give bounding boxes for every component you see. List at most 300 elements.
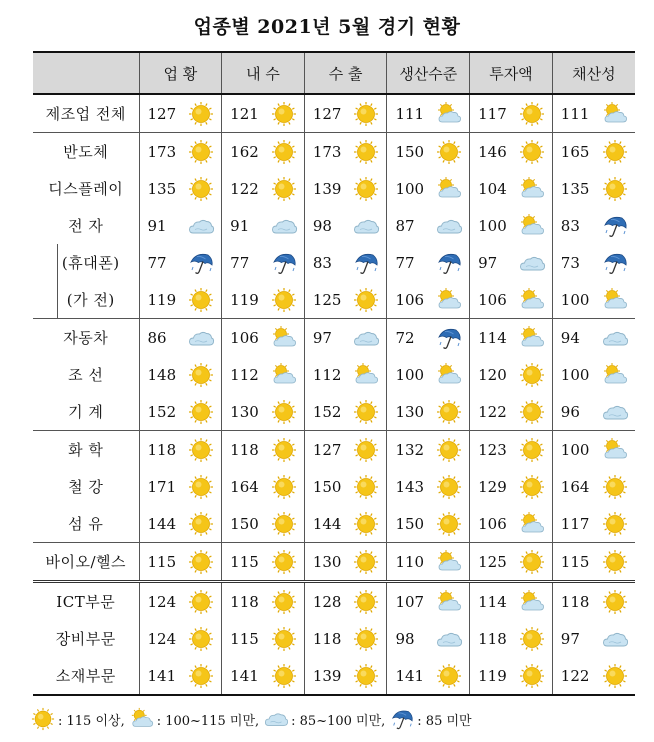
index-value: 91 xyxy=(230,216,250,235)
index-value: 141 xyxy=(147,666,177,685)
index-value: 94 xyxy=(560,328,580,347)
index-cell xyxy=(387,281,470,319)
table-row xyxy=(33,133,635,171)
index-cell xyxy=(222,468,305,505)
index-value: 118 xyxy=(312,629,342,648)
sun-icon xyxy=(187,549,215,575)
industry-name: 조 선 xyxy=(68,366,104,384)
sun-icon xyxy=(270,287,298,313)
sun-cloud-icon xyxy=(352,362,380,388)
cloud-icon xyxy=(435,213,463,239)
sun-icon xyxy=(187,474,215,500)
cloud-icon xyxy=(601,325,629,351)
index-value: 117 xyxy=(560,514,590,533)
legend-item xyxy=(129,707,259,731)
index-value: 97 xyxy=(560,629,580,648)
index-cell xyxy=(552,393,635,431)
index-cell xyxy=(470,657,553,695)
index-cell xyxy=(139,505,222,543)
index-value: 100 xyxy=(560,365,590,384)
index-value: 100 xyxy=(395,365,425,384)
index-value: 100 xyxy=(560,440,590,459)
index-cell xyxy=(470,431,553,469)
index-value: 139 xyxy=(312,179,342,198)
sun-cloud-icon xyxy=(435,176,463,202)
index-cell xyxy=(387,431,470,469)
index-cell xyxy=(222,657,305,695)
legend-label: : 115 이상, xyxy=(58,713,125,729)
index-value: 164 xyxy=(230,477,259,496)
index-value: 100 xyxy=(478,216,507,235)
table-row xyxy=(33,468,635,505)
index-value: 125 xyxy=(478,552,507,571)
index-cell xyxy=(387,133,470,171)
index-cell xyxy=(304,356,387,393)
table-row xyxy=(33,505,635,543)
index-cell xyxy=(387,244,470,281)
index-value: 87 xyxy=(395,216,415,235)
index-value: 162 xyxy=(230,142,259,161)
index-value: 152 xyxy=(312,402,342,421)
index-cell xyxy=(552,620,635,657)
index-value: 110 xyxy=(395,552,425,571)
sun-icon xyxy=(518,549,546,575)
index-value: 106 xyxy=(395,290,425,309)
sun-cloud-icon xyxy=(518,287,546,313)
umbrella-icon xyxy=(601,250,629,276)
sun-cloud-icon xyxy=(601,362,629,388)
sun-icon xyxy=(518,139,546,165)
index-cell xyxy=(304,393,387,431)
sun-icon xyxy=(187,663,215,689)
sun-icon xyxy=(187,589,215,615)
sun-icon xyxy=(435,663,463,689)
index-value: 83 xyxy=(312,253,332,272)
index-value: 173 xyxy=(147,142,177,161)
index-value: 122 xyxy=(230,179,259,198)
sun-icon xyxy=(352,399,380,425)
header-cell-overall: 업 황 xyxy=(139,52,222,94)
sun-icon xyxy=(435,511,463,537)
index-value: 127 xyxy=(147,104,177,123)
index-value: 77 xyxy=(395,253,415,272)
industry-name: 제조업 전체 xyxy=(45,105,126,123)
index-cell xyxy=(139,356,222,393)
sun-icon xyxy=(352,287,380,313)
index-cell xyxy=(470,620,553,657)
index-cell xyxy=(222,281,305,319)
sun-icon xyxy=(518,399,546,425)
index-cell xyxy=(470,281,553,319)
table-row xyxy=(33,170,635,207)
sun-icon xyxy=(435,139,463,165)
header-cell-investment: 투자액 xyxy=(470,52,553,94)
legend xyxy=(30,707,476,731)
index-cell xyxy=(304,207,387,244)
index-value: 127 xyxy=(312,440,342,459)
legend-item xyxy=(30,707,125,731)
table-row xyxy=(33,356,635,393)
sun-icon xyxy=(270,589,298,615)
industry-name: 소재부문 xyxy=(33,657,139,695)
cloud-icon xyxy=(352,325,380,351)
legend-label: : 100~115 미만, xyxy=(156,713,260,729)
index-cell xyxy=(304,468,387,505)
index-cell xyxy=(222,505,305,543)
index-cell xyxy=(387,319,470,357)
sun-cloud-icon xyxy=(518,176,546,202)
index-cell xyxy=(139,319,222,357)
index-value: 130 xyxy=(395,402,425,421)
sun-icon xyxy=(352,176,380,202)
index-cell xyxy=(139,170,222,207)
index-cell xyxy=(139,94,222,133)
sun-icon xyxy=(518,474,546,500)
sun-icon xyxy=(352,549,380,575)
umbrella-icon xyxy=(270,250,298,276)
index-cell xyxy=(139,281,222,319)
index-cell xyxy=(139,543,222,582)
index-value: 86 xyxy=(147,328,167,347)
index-cell xyxy=(222,133,305,171)
index-value: 120 xyxy=(478,365,507,384)
index-cell xyxy=(387,543,470,582)
cloud-icon xyxy=(435,626,463,652)
industry-name: (휴대폰) xyxy=(33,244,139,281)
index-cell xyxy=(222,620,305,657)
sun-icon xyxy=(601,139,629,165)
table-row xyxy=(33,393,635,431)
index-cell xyxy=(387,468,470,505)
index-cell xyxy=(470,505,553,543)
sun-cloud-icon xyxy=(129,707,157,731)
sun-icon xyxy=(518,362,546,388)
sun-cloud-icon xyxy=(435,101,463,127)
sun-icon xyxy=(187,399,215,425)
industry-name: ICT부문 xyxy=(33,582,139,621)
index-value: 123 xyxy=(478,440,507,459)
index-cell xyxy=(222,393,305,431)
industry-name: 디스플레이 xyxy=(48,180,124,198)
index-value: 115 xyxy=(230,552,259,571)
cloud-icon xyxy=(187,213,215,239)
sun-icon xyxy=(270,549,298,575)
umbrella-icon xyxy=(389,707,417,731)
index-value: 127 xyxy=(312,104,342,123)
index-value: 148 xyxy=(147,365,177,384)
index-cell xyxy=(387,505,470,543)
index-cell xyxy=(470,393,553,431)
index-cell xyxy=(387,582,470,621)
index-value: 144 xyxy=(312,514,342,533)
index-cell xyxy=(222,582,305,621)
sun-icon xyxy=(187,139,215,165)
index-cell xyxy=(470,94,553,133)
sun-icon xyxy=(187,287,215,313)
index-value: 83 xyxy=(560,216,580,235)
sun-icon xyxy=(435,399,463,425)
industry-name: 바이오/헬스 xyxy=(33,543,139,582)
cloud-icon xyxy=(518,250,546,276)
sun-icon xyxy=(435,437,463,463)
index-value: 150 xyxy=(312,477,342,496)
index-value: 119 xyxy=(230,290,259,309)
sun-cloud-icon xyxy=(435,362,463,388)
umbrella-icon xyxy=(435,325,463,351)
index-cell xyxy=(552,657,635,695)
index-value: 118 xyxy=(478,629,507,648)
sun-icon xyxy=(352,474,380,500)
index-value: 115 xyxy=(147,552,177,571)
index-cell xyxy=(552,133,635,171)
index-value: 111 xyxy=(395,104,425,123)
index-cell xyxy=(470,244,553,281)
index-cell xyxy=(139,244,222,281)
index-cell xyxy=(222,543,305,582)
index-value: 106 xyxy=(478,514,507,533)
index-value: 150 xyxy=(395,514,425,533)
index-value: 106 xyxy=(230,328,259,347)
sun-icon xyxy=(352,626,380,652)
index-value: 115 xyxy=(230,629,259,648)
umbrella-icon xyxy=(352,250,380,276)
index-value: 150 xyxy=(230,514,259,533)
sun-icon xyxy=(601,474,629,500)
sun-icon xyxy=(187,626,215,652)
index-cell xyxy=(304,620,387,657)
sun-icon xyxy=(270,626,298,652)
industry-name: 화 학 xyxy=(33,431,139,469)
index-cell xyxy=(304,543,387,582)
index-value: 143 xyxy=(395,477,425,496)
table-row xyxy=(33,431,635,469)
index-cell xyxy=(470,133,553,171)
sun-icon xyxy=(518,626,546,652)
index-cell xyxy=(304,133,387,171)
index-cell xyxy=(387,356,470,393)
cloud-icon xyxy=(352,213,380,239)
sun-cloud-icon xyxy=(435,589,463,615)
index-cell xyxy=(552,468,635,505)
index-value: 130 xyxy=(230,402,259,421)
index-value: 146 xyxy=(478,142,507,161)
industry-name: 반도체 xyxy=(33,133,139,171)
sun-icon xyxy=(270,176,298,202)
table-row xyxy=(33,319,635,357)
cloud-icon xyxy=(601,399,629,425)
index-cell xyxy=(387,393,470,431)
index-value: 139 xyxy=(312,666,342,685)
index-value: 73 xyxy=(560,253,580,272)
index-cell xyxy=(552,170,635,207)
index-cell xyxy=(304,319,387,357)
index-cell xyxy=(139,582,222,621)
index-cell xyxy=(222,94,305,133)
index-cell xyxy=(387,207,470,244)
table-header-row xyxy=(33,52,635,94)
index-value: 130 xyxy=(312,552,342,571)
index-cell xyxy=(139,431,222,469)
table-row xyxy=(33,281,635,319)
index-cell xyxy=(139,207,222,244)
index-value: 150 xyxy=(395,142,425,161)
industry-name: 전 자 xyxy=(68,217,104,235)
index-cell xyxy=(552,356,635,393)
umbrella-icon xyxy=(187,250,215,276)
index-value: 121 xyxy=(230,104,259,123)
index-value: 118 xyxy=(147,440,177,459)
index-value: 104 xyxy=(478,179,507,198)
index-cell xyxy=(139,657,222,695)
legend-item xyxy=(389,707,471,731)
index-cell xyxy=(552,543,635,582)
table-row xyxy=(33,620,635,657)
index-cell xyxy=(470,543,553,582)
index-value: 112 xyxy=(312,365,342,384)
sun-icon xyxy=(30,707,58,731)
page-title: 업종별 2021년 5월 경기 현황 xyxy=(193,16,461,38)
sun-cloud-icon xyxy=(435,549,463,575)
index-cell xyxy=(222,356,305,393)
sun-cloud-icon xyxy=(518,325,546,351)
sun-icon xyxy=(187,362,215,388)
index-value: 114 xyxy=(478,328,507,347)
sun-cloud-icon xyxy=(435,287,463,313)
sun-icon xyxy=(518,437,546,463)
index-value: 165 xyxy=(560,142,590,161)
index-cell xyxy=(222,244,305,281)
sun-icon xyxy=(601,549,629,575)
sun-icon xyxy=(187,101,215,127)
index-cell xyxy=(304,505,387,543)
cloud-icon xyxy=(601,626,629,652)
table-row xyxy=(33,94,635,133)
index-value: 118 xyxy=(560,592,590,611)
table-row xyxy=(33,543,635,582)
index-cell xyxy=(552,94,635,133)
index-value: 119 xyxy=(147,290,177,309)
index-value: 171 xyxy=(147,477,177,496)
sun-icon xyxy=(352,101,380,127)
index-value: 141 xyxy=(230,666,259,685)
table-row xyxy=(33,207,635,244)
umbrella-icon xyxy=(601,213,629,239)
sun-icon xyxy=(352,511,380,537)
index-cell xyxy=(139,620,222,657)
table-row xyxy=(33,244,635,281)
sun-icon xyxy=(601,176,629,202)
header-cell-profitability: 채산성 xyxy=(552,52,635,94)
sun-cloud-icon xyxy=(601,287,629,313)
header-cell-export: 수 출 xyxy=(304,52,387,94)
legend-label: : 85 미만 xyxy=(417,713,472,729)
sun-icon xyxy=(518,663,546,689)
index-value: 117 xyxy=(478,104,507,123)
index-cell xyxy=(470,356,553,393)
index-cell xyxy=(304,281,387,319)
index-value: 96 xyxy=(560,402,580,421)
index-cell xyxy=(222,431,305,469)
sun-icon xyxy=(270,101,298,127)
index-cell xyxy=(139,133,222,171)
sun-icon xyxy=(270,399,298,425)
index-value: 135 xyxy=(147,179,177,198)
sun-icon xyxy=(270,139,298,165)
sun-icon xyxy=(352,437,380,463)
index-cell xyxy=(552,431,635,469)
index-cell xyxy=(552,582,635,621)
sun-icon xyxy=(601,511,629,537)
index-value: 132 xyxy=(395,440,425,459)
index-cell xyxy=(222,319,305,357)
sun-icon xyxy=(352,589,380,615)
cloud-icon xyxy=(263,707,291,731)
index-cell xyxy=(304,170,387,207)
header-cell-industry xyxy=(33,52,139,94)
legend-label: : 85~100 미만, xyxy=(291,713,386,729)
legend-item xyxy=(263,707,385,731)
sun-cloud-icon xyxy=(601,437,629,463)
index-value: 125 xyxy=(312,290,342,309)
sun-icon xyxy=(187,176,215,202)
index-value: 141 xyxy=(395,666,425,685)
sun-cloud-icon xyxy=(518,589,546,615)
umbrella-icon xyxy=(435,250,463,276)
index-cell xyxy=(552,319,635,357)
industry-name: 장비부문 xyxy=(55,630,116,648)
index-cell xyxy=(387,94,470,133)
sun-icon xyxy=(352,139,380,165)
header-cell-domestic: 내 수 xyxy=(222,52,305,94)
index-value: 100 xyxy=(395,179,425,198)
sun-cloud-icon xyxy=(270,362,298,388)
index-value: 119 xyxy=(478,666,507,685)
sun-icon xyxy=(270,437,298,463)
index-cell xyxy=(139,468,222,505)
sun-icon xyxy=(518,101,546,127)
table-row xyxy=(33,582,635,621)
sun-icon xyxy=(270,511,298,537)
index-value: 129 xyxy=(478,477,507,496)
cloud-icon xyxy=(187,325,215,351)
sun-icon xyxy=(435,474,463,500)
sun-icon xyxy=(601,663,629,689)
index-cell xyxy=(387,657,470,695)
sun-icon xyxy=(187,437,215,463)
index-cell xyxy=(304,431,387,469)
industry-name: (가 전) xyxy=(33,281,139,319)
cloud-icon xyxy=(270,213,298,239)
index-cell xyxy=(387,620,470,657)
index-value: 164 xyxy=(560,477,590,496)
index-value: 106 xyxy=(478,290,507,309)
index-value: 72 xyxy=(395,328,415,347)
index-value: 91 xyxy=(147,216,167,235)
sun-cloud-icon xyxy=(270,325,298,351)
index-value: 77 xyxy=(147,253,167,272)
industry-name: 기 계 xyxy=(68,403,104,421)
sun-cloud-icon xyxy=(518,511,546,537)
index-value: 124 xyxy=(147,629,177,648)
industry-name: 자동차 xyxy=(33,319,139,357)
index-value: 128 xyxy=(312,592,342,611)
index-cell xyxy=(552,281,635,319)
index-cell xyxy=(552,207,635,244)
sun-icon xyxy=(601,589,629,615)
industry-name: 철 강 xyxy=(68,478,104,496)
index-cell xyxy=(552,244,635,281)
index-value: 114 xyxy=(478,592,507,611)
